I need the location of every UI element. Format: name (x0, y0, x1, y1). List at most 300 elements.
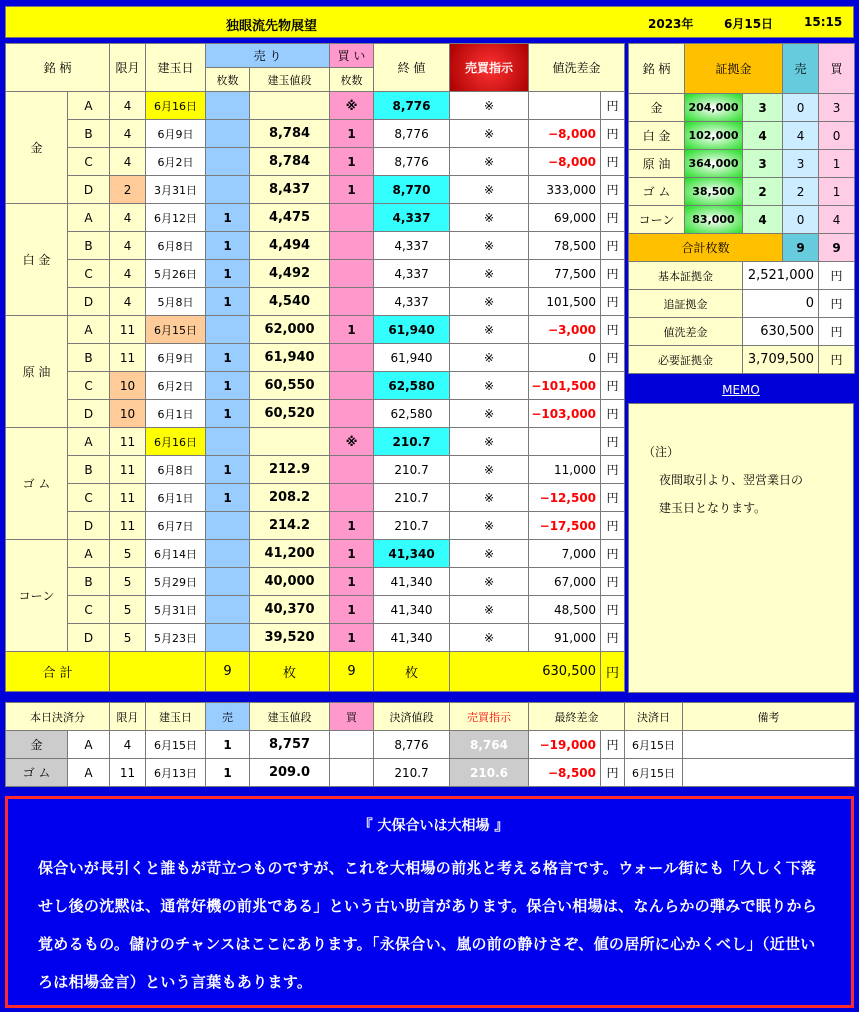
row-sub: C (68, 372, 110, 400)
row-month: 11 (110, 428, 146, 456)
row-open-price: 4,475 (250, 204, 330, 232)
summary-label: 必要証拠金 (629, 346, 743, 374)
margin-row-buy: 1 (819, 150, 855, 178)
margin-row-sell: 0 (783, 206, 819, 234)
header-date: 6月15日 (724, 17, 774, 31)
row-sub: D (68, 400, 110, 428)
row-open-price: 62,000 (250, 316, 330, 344)
settled-note (683, 731, 855, 759)
row-month: 4 (110, 148, 146, 176)
row-diff: 101,500 (529, 288, 601, 316)
row-close: 210.7 (374, 456, 450, 484)
settled-instruct: 210.6 (450, 759, 529, 787)
total-unit: 円 (601, 652, 625, 692)
margin-row-name: 白 金 (629, 122, 685, 150)
row-close: 210.7 (374, 484, 450, 512)
row-month: 10 (110, 372, 146, 400)
row-unit: 円 (601, 204, 625, 232)
row-close: 4,337 (374, 260, 450, 288)
row-open-price: 4,494 (250, 232, 330, 260)
memo-link[interactable]: MEMO (722, 383, 760, 397)
row-month: 11 (110, 344, 146, 372)
settled-col-month: 限月 (110, 703, 146, 731)
row-instruct: ※ (450, 92, 529, 120)
row-close: 4,337 (374, 204, 450, 232)
row-open-price: 8,784 (250, 148, 330, 176)
row-date: 5月8日 (146, 288, 206, 316)
settled-buy (330, 731, 374, 759)
row-sub: C (68, 596, 110, 624)
summary-label: 基本証拠金 (629, 262, 743, 290)
row-close: 61,940 (374, 316, 450, 344)
col-month: 限月 (110, 44, 146, 92)
row-month: 4 (110, 288, 146, 316)
margin-col-sell: 売 (783, 44, 819, 94)
settled-settle-date: 6月15日 (625, 759, 683, 787)
settled-note (683, 759, 855, 787)
row-sell-qty: 1 (206, 232, 250, 260)
col-brand: 銘 柄 (6, 44, 110, 92)
row-close: 4,337 (374, 232, 450, 260)
row-instruct: ※ (450, 568, 529, 596)
row-diff: 91,000 (529, 624, 601, 652)
row-diff: 7,000 (529, 540, 601, 568)
margin-row-name: 金 (629, 94, 685, 122)
row-diff: 333,000 (529, 176, 601, 204)
total-buy-unit: 枚 (374, 652, 450, 692)
row-instruct: ※ (450, 120, 529, 148)
row-instruct: ※ (450, 260, 529, 288)
margin-row-amount: 83,000 (685, 206, 743, 234)
row-sub: A (68, 92, 110, 120)
row-diff: −17,500 (529, 512, 601, 540)
row-date: 6月16日 (146, 92, 206, 120)
row-month: 11 (110, 456, 146, 484)
row-instruct: ※ (450, 372, 529, 400)
positions-table (5, 43, 625, 692)
row-date: 6月1日 (146, 400, 206, 428)
row-month: 4 (110, 204, 146, 232)
col-instruct: 売買指示 (450, 44, 529, 92)
header-time: 15:15 (804, 15, 843, 29)
row-diff: 78,500 (529, 232, 601, 260)
row-instruct: ※ (450, 428, 529, 456)
margin-row-mult: 2 (743, 178, 783, 206)
row-date: 6月8日 (146, 232, 206, 260)
settled-month: 4 (110, 731, 146, 759)
settled-col-sell: 売 (206, 703, 250, 731)
total-sell-count: 9 (206, 652, 250, 692)
row-month: 11 (110, 512, 146, 540)
row-unit: 円 (601, 400, 625, 428)
header-year: 2023年 (648, 17, 694, 31)
row-month: 2 (110, 176, 146, 204)
margin-row-buy: 4 (819, 206, 855, 234)
row-date: 5月23日 (146, 624, 206, 652)
row-sell-qty (206, 120, 250, 148)
settled-sub: A (68, 731, 110, 759)
row-sell-qty: 1 (206, 288, 250, 316)
row-buy-qty: 1 (330, 120, 374, 148)
row-unit: 円 (601, 148, 625, 176)
row-unit: 円 (601, 92, 625, 120)
summary-unit: 円 (819, 346, 855, 374)
memo-line: 夜間取引より、翌営業日の (659, 473, 804, 487)
row-sub: B (68, 568, 110, 596)
row-close: 41,340 (374, 624, 450, 652)
summary-unit: 円 (819, 262, 855, 290)
row-sell-qty: 1 (206, 344, 250, 372)
settled-col-label: 本日決済分 (6, 703, 110, 731)
summary-label: 値洗差金 (629, 318, 743, 346)
row-close: 4,337 (374, 288, 450, 316)
settled-col-date: 建玉日 (146, 703, 206, 731)
settled-date: 6月15日 (146, 731, 206, 759)
row-buy-qty: 1 (330, 568, 374, 596)
settled-sub: A (68, 759, 110, 787)
settled-date: 6月13日 (146, 759, 206, 787)
summary-unit: 円 (819, 290, 855, 318)
row-date: 6月2日 (146, 148, 206, 176)
row-unit: 円 (601, 260, 625, 288)
row-instruct: ※ (450, 624, 529, 652)
row-month: 4 (110, 260, 146, 288)
row-instruct: ※ (450, 176, 529, 204)
row-buy-qty: ※ (330, 92, 374, 120)
row-buy-qty (330, 232, 374, 260)
row-close: 210.7 (374, 512, 450, 540)
margin-row-buy: 1 (819, 178, 855, 206)
row-date: 6月12日 (146, 204, 206, 232)
row-buy-qty: 1 (330, 148, 374, 176)
row-sell-qty (206, 316, 250, 344)
row-instruct: ※ (450, 204, 529, 232)
row-sell-qty (206, 148, 250, 176)
row-unit: 円 (601, 344, 625, 372)
row-open-price: 4,492 (250, 260, 330, 288)
row-open-price: 8,437 (250, 176, 330, 204)
summary-value: 0 (743, 290, 819, 318)
row-sell-qty: 1 (206, 372, 250, 400)
row-date: 6月15日 (146, 316, 206, 344)
col-sell-qty: 枚数 (206, 68, 250, 92)
summary-unit: 円 (819, 318, 855, 346)
row-buy-qty (330, 344, 374, 372)
row-diff: −3,000 (529, 316, 601, 344)
row-instruct: ※ (450, 288, 529, 316)
row-unit: 円 (601, 176, 625, 204)
margin-row-mult: 3 (743, 94, 783, 122)
margin-row-mult: 4 (743, 206, 783, 234)
total-buy-count: 9 (330, 652, 374, 692)
row-buy-qty (330, 260, 374, 288)
col-close: 終 値 (374, 44, 450, 92)
row-buy-qty: 1 (330, 316, 374, 344)
page-title: 独眼流先物展望 (226, 19, 318, 34)
col-sell: 売 り (206, 44, 330, 68)
row-sell-qty (206, 92, 250, 120)
row-open-price: 39,520 (250, 624, 330, 652)
row-unit: 円 (601, 596, 625, 624)
memo-line: 建玉日となります。 (659, 501, 767, 515)
settled-sell: 1 (206, 731, 250, 759)
row-date: 5月31日 (146, 596, 206, 624)
total-count-label: 合計枚数 (629, 234, 783, 262)
row-close: 41,340 (374, 540, 450, 568)
settled-settle-price: 210.7 (374, 759, 450, 787)
settled-unit: 円 (601, 759, 625, 787)
row-open-price: 212.9 (250, 456, 330, 484)
row-open-price: 4,540 (250, 288, 330, 316)
row-sub: D (68, 288, 110, 316)
margin-row-sell: 3 (783, 150, 819, 178)
row-date: 5月26日 (146, 260, 206, 288)
row-sell-qty (206, 512, 250, 540)
row-date: 3月31日 (146, 176, 206, 204)
row-unit: 円 (601, 372, 625, 400)
settled-price: 8,757 (250, 731, 330, 759)
margin-row-amount: 38,500 (685, 178, 743, 206)
row-sub: C (68, 260, 110, 288)
row-sub: B (68, 344, 110, 372)
row-buy-qty (330, 484, 374, 512)
row-date: 6月1日 (146, 484, 206, 512)
row-sell-qty: 1 (206, 260, 250, 288)
margin-row-mult: 4 (743, 122, 783, 150)
proverb-title: 『 大保合いは大相場 』 (358, 818, 509, 834)
row-unit: 円 (601, 568, 625, 596)
margin-row-sell: 4 (783, 122, 819, 150)
row-diff: −12,500 (529, 484, 601, 512)
row-diff: −103,000 (529, 400, 601, 428)
row-diff: 11,000 (529, 456, 601, 484)
row-sub: A (68, 540, 110, 568)
margin-row-sell: 0 (783, 94, 819, 122)
settled-final: −8,500 (529, 759, 601, 787)
row-open-price: 40,370 (250, 596, 330, 624)
row-close: 8,776 (374, 120, 450, 148)
margin-col-buy: 買 (819, 44, 855, 94)
col-buy-qty: 枚数 (330, 68, 374, 92)
row-open-price: 41,200 (250, 540, 330, 568)
margin-row-name: 原 油 (629, 150, 685, 178)
row-instruct: ※ (450, 456, 529, 484)
settled-col-final: 最終差金 (529, 703, 625, 731)
row-instruct: ※ (450, 484, 529, 512)
row-unit: 円 (601, 316, 625, 344)
row-sub: A (68, 428, 110, 456)
row-month: 4 (110, 120, 146, 148)
settled-col-instruct: 売買指示 (450, 703, 529, 731)
margin-row-amount: 364,000 (685, 150, 743, 178)
settled-col-buy: 買 (330, 703, 374, 731)
row-sub: A (68, 316, 110, 344)
settled-name: 金 (6, 731, 68, 759)
col-open-price: 建玉値段 (250, 68, 330, 92)
proverb-body: 保合いが長引くと誰もが苛立つものですが、これを大相場の前兆と考える格言です。ウォール街にも「久しく下落せし後の沈黙は、通常好機の前兆である」という古い助言があります。保合い相場は、なんらかの弾みで眠りから覚めるもの。儲けのチャンスはここにあります。「永保合い、嵐の前の静けさぞ、値の居所に心かくべし」（近世いろは相場金言）という言葉もあります。 (38, 859, 818, 991)
row-close: 210.7 (374, 428, 450, 456)
row-buy-qty: 1 (330, 176, 374, 204)
row-diff: 77,500 (529, 260, 601, 288)
row-instruct: ※ (450, 512, 529, 540)
row-diff: 0 (529, 344, 601, 372)
row-date: 6月14日 (146, 540, 206, 568)
settled-table (5, 702, 855, 787)
summary-value: 3,709,500 (743, 346, 819, 374)
row-sub: C (68, 148, 110, 176)
row-sub: B (68, 120, 110, 148)
row-sell-qty: 1 (206, 484, 250, 512)
margin-row-name: ゴ ム (629, 178, 685, 206)
row-close: 8,770 (374, 176, 450, 204)
commodity-name: 原 油 (6, 316, 68, 428)
row-instruct: ※ (450, 596, 529, 624)
row-open-price (250, 92, 330, 120)
total-count-sell: 9 (783, 234, 819, 262)
row-date: 6月8日 (146, 456, 206, 484)
row-open-price: 214.2 (250, 512, 330, 540)
row-instruct: ※ (450, 540, 529, 568)
row-date: 6月7日 (146, 512, 206, 540)
row-close: 8,776 (374, 92, 450, 120)
row-diff (529, 428, 601, 456)
margin-row-buy: 0 (819, 122, 855, 150)
col-diff: 値洗差金 (529, 44, 625, 92)
commodity-name: 白 金 (6, 204, 68, 316)
margin-row-sell: 2 (783, 178, 819, 206)
col-buy: 買 い (330, 44, 374, 68)
row-sub: D (68, 512, 110, 540)
row-diff: −101,500 (529, 372, 601, 400)
row-date: 6月16日 (146, 428, 206, 456)
row-open-price: 61,940 (250, 344, 330, 372)
total-count-buy: 9 (819, 234, 855, 262)
row-month: 5 (110, 540, 146, 568)
row-buy-qty (330, 456, 374, 484)
margin-col-brand: 銘 柄 (629, 44, 685, 94)
row-unit: 円 (601, 428, 625, 456)
row-unit: 円 (601, 456, 625, 484)
margin-col-amount: 証拠金 (685, 44, 783, 94)
settled-name: ゴ ム (6, 759, 68, 787)
row-open-price: 40,000 (250, 568, 330, 596)
row-instruct: ※ (450, 148, 529, 176)
row-sell-qty: 1 (206, 400, 250, 428)
row-close: 41,340 (374, 596, 450, 624)
row-unit: 円 (601, 120, 625, 148)
total-label: 合 計 (6, 652, 110, 692)
settled-col-settle-date: 決済日 (625, 703, 683, 731)
row-instruct: ※ (450, 316, 529, 344)
row-buy-qty (330, 372, 374, 400)
row-sub: D (68, 176, 110, 204)
row-open-price: 208.2 (250, 484, 330, 512)
row-month: 5 (110, 568, 146, 596)
row-sub: A (68, 204, 110, 232)
commodity-name: コーン (6, 540, 68, 652)
row-close: 62,580 (374, 372, 450, 400)
row-close: 8,776 (374, 148, 450, 176)
row-sell-qty (206, 568, 250, 596)
settled-buy (330, 759, 374, 787)
row-buy-qty (330, 204, 374, 232)
row-close: 62,580 (374, 400, 450, 428)
row-month: 5 (110, 624, 146, 652)
settled-unit: 円 (601, 731, 625, 759)
total-sell-unit: 枚 (250, 652, 330, 692)
settled-col-note: 備考 (683, 703, 855, 731)
margin-row-buy: 3 (819, 94, 855, 122)
row-buy-qty: 1 (330, 596, 374, 624)
row-month: 5 (110, 596, 146, 624)
row-unit: 円 (601, 232, 625, 260)
settled-sell: 1 (206, 759, 250, 787)
row-sell-qty (206, 540, 250, 568)
row-instruct: ※ (450, 232, 529, 260)
margin-row-mult: 3 (743, 150, 783, 178)
row-month: 4 (110, 232, 146, 260)
row-sell-qty: 1 (206, 204, 250, 232)
summary-value: 2,521,000 (743, 262, 819, 290)
row-instruct: ※ (450, 344, 529, 372)
row-open-price: 60,550 (250, 372, 330, 400)
margin-row-amount: 102,000 (685, 122, 743, 150)
row-unit: 円 (601, 484, 625, 512)
row-sell-qty (206, 624, 250, 652)
commodity-name: 金 (6, 92, 68, 204)
row-date: 6月9日 (146, 344, 206, 372)
row-sub: C (68, 484, 110, 512)
settled-month: 11 (110, 759, 146, 787)
margin-row-name: コーン (629, 206, 685, 234)
settled-settle-price: 8,776 (374, 731, 450, 759)
row-date: 5月29日 (146, 568, 206, 596)
header-bar (5, 6, 854, 38)
commodity-name: ゴ ム (6, 428, 68, 540)
memo-panel (628, 403, 854, 693)
settled-final: −19,000 (529, 731, 601, 759)
margin-table (628, 43, 855, 374)
row-instruct: ※ (450, 400, 529, 428)
row-open-price (250, 428, 330, 456)
row-month: 10 (110, 400, 146, 428)
row-buy-qty (330, 288, 374, 316)
row-buy-qty: ※ (330, 428, 374, 456)
row-buy-qty (330, 400, 374, 428)
row-buy-qty: 1 (330, 512, 374, 540)
row-diff (529, 92, 601, 120)
proverb-panel (5, 796, 854, 1008)
settled-settle-date: 6月15日 (625, 731, 683, 759)
row-close: 61,940 (374, 344, 450, 372)
row-month: 4 (110, 92, 146, 120)
row-unit: 円 (601, 288, 625, 316)
margin-row-amount: 204,000 (685, 94, 743, 122)
row-date: 6月9日 (146, 120, 206, 148)
total-value: 630,500 (450, 652, 601, 692)
row-open-price: 8,784 (250, 120, 330, 148)
row-sell-qty: 1 (206, 456, 250, 484)
row-buy-qty: 1 (330, 540, 374, 568)
row-month: 11 (110, 484, 146, 512)
memo-note: （注） (643, 445, 680, 459)
summary-value: 630,500 (743, 318, 819, 346)
settled-instruct: 8,764 (450, 731, 529, 759)
col-open-date: 建玉日 (146, 44, 206, 92)
row-diff: 48,500 (529, 596, 601, 624)
row-unit: 円 (601, 540, 625, 568)
row-month: 11 (110, 316, 146, 344)
